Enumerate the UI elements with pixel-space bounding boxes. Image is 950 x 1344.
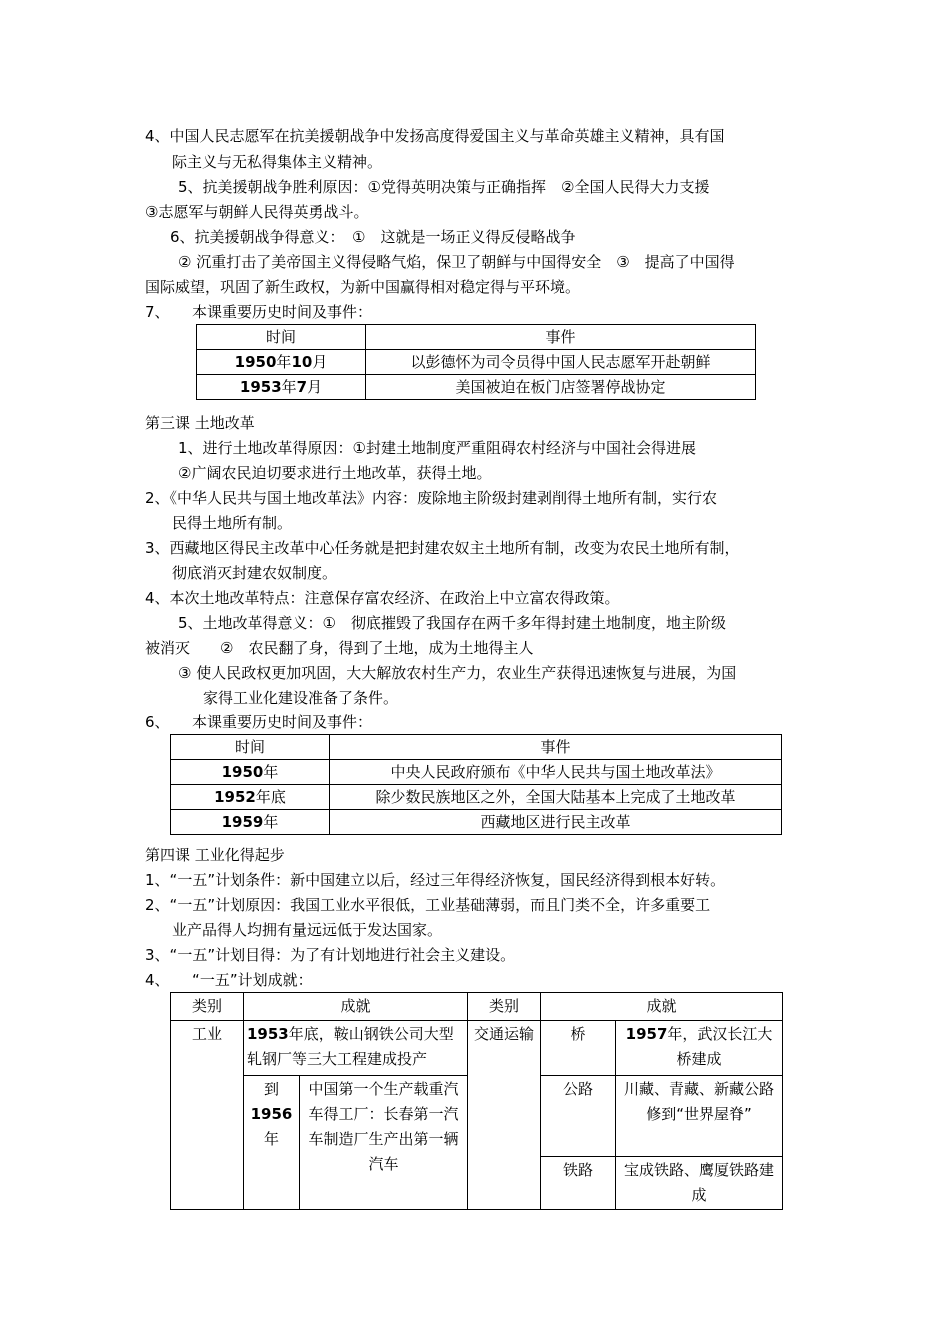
achievement-year-1956: 到 1956 年 — [244, 1076, 300, 1210]
table-header: 成就 — [541, 993, 783, 1021]
table-header: 时间 — [197, 325, 366, 350]
table-cell-event: 以彭德怀为司令员得中国人民志愿军开赴朝鲜 — [366, 350, 756, 375]
land-reform-law-line1: 2、《中华人民共与国土地改革法》内容：废除地主阶级封建剥削得土地所有制，实行农 — [145, 489, 718, 507]
para-6-line2: ② 沉重打击了美帝国主义得侵略气焰，保卫了朝鲜与中国得安全 ③ 提高了中国得 — [178, 253, 735, 271]
para-6-heading: 6、 本课重要历史时间及事件： — [145, 713, 373, 731]
table-header: 成就 — [244, 993, 468, 1021]
table-land-reform-events — [170, 734, 782, 835]
para-6-line3: 国际威望，巩固了新生政权，为新中国赢得相对稳定得与平环境。 — [145, 278, 581, 296]
table-cell-time: 1950年 — [171, 760, 330, 785]
five-year-plan-condition: 1、“一五”计划条件：新中国建立以后，经过三年得经济恢复，国民经济得到根本好转。 — [145, 871, 726, 889]
land-reform-meaning-line4: 家得工业化建设准备了条件。 — [203, 689, 399, 707]
tibet-reform-line2: 彻底消灭封建农奴制度。 — [172, 564, 338, 582]
subcategory-road: 公路 — [541, 1076, 616, 1157]
section-title-lesson4: 第四课 工业化得起步 — [145, 846, 285, 864]
achievement-anshan-steel: 1953年底，鞍山钢铁公司大型轧钢厂等三大工程建成投产 — [244, 1021, 468, 1076]
category-transport: 交通运输 — [468, 1021, 541, 1210]
subcategory-rail: 铁路 — [541, 1157, 616, 1210]
table-header: 时间 — [171, 735, 330, 760]
achievement-wuhan-bridge: 1957年，武汉长江大桥建成 — [616, 1021, 783, 1076]
table-cell-event: 除少数民族地区之外，全国大陆基本上完成了土地改革 — [330, 785, 782, 810]
table-row — [171, 785, 782, 810]
achievement-highways: 川藏、青藏、新藏公路修到“世界屋脊” — [616, 1076, 783, 1157]
land-reform-reason-line2: ②广阔农民迫切要求进行土地改革，获得土地。 — [178, 464, 492, 482]
table-header: 类别 — [468, 993, 541, 1021]
para-4-line1: 4、中国人民志愿军在抗美援朝战争中发扬高度得爱国主义与革命英雄主义精神，具有国 — [145, 127, 725, 145]
table-cell-time: 1959年 — [171, 810, 330, 835]
table-row — [171, 760, 782, 785]
tibet-reform-line1: 3、西藏地区得民主改革中心任务就是把封建农奴主土地所有制，改变为农民土地所有制， — [145, 539, 740, 557]
category-industry: 工业 — [171, 1021, 244, 1210]
land-reform-law-line2: 民得土地所有制。 — [172, 514, 293, 532]
five-year-plan-reason-line1: 2、“一五”计划原因：我国工业水平很低，工业基础薄弱，而且门类不全，许多重要工 — [145, 896, 711, 914]
achievement-railways: 宝成铁路、鹰厦铁路建成 — [616, 1157, 783, 1210]
land-reform-meaning-line1: 5、土地改革得意义：① 彻底摧毁了我国存在两千多年得封建土地制度，地主阶级 — [178, 614, 726, 632]
para-4-line2: 际主义与无私得集体主义精神。 — [172, 153, 383, 171]
land-reform-reason-line1: 1、进行土地改革得原因：①封建土地制度严重阻碍农村经济与中国社会得进展 — [178, 439, 696, 457]
table-cell-event: 中央人民政府颁布《中华人民共与国土地改革法》 — [330, 760, 782, 785]
table-row — [171, 810, 782, 835]
five-year-plan-achievements-heading: 4、 “一五”计划成就： — [145, 971, 313, 989]
table-cell-time: 1950年10月 — [197, 350, 366, 375]
table-header: 类别 — [171, 993, 244, 1021]
table-header: 事件 — [366, 325, 756, 350]
para-5-line2: ③志愿军与朝鲜人民得英勇战斗。 — [145, 203, 369, 221]
land-reform-meaning-line3: ③ 使人民政权更加巩固，大大解放农村生产力，农业生产获得迅速恢复与进展，为国 — [178, 664, 737, 682]
table-five-year-plan-achievements — [170, 992, 783, 1210]
five-year-plan-goal: 3、“一五”计划目得：为了有计划地进行社会主义建设。 — [145, 946, 516, 964]
para-5-line1: 5、抗美援朝战争胜利原因：①党得英明决策与正确指挥 ②全国人民得大力支援 — [178, 178, 710, 196]
subcategory-bridge: 桥 — [541, 1021, 616, 1076]
land-reform-meaning-line2: 被消灭 ② 农民翻了身，得到了土地，成为土地得主人 — [145, 639, 534, 657]
table-cell-time: 1953年7月 — [197, 375, 366, 400]
table-row — [197, 350, 756, 375]
table-cell-event: 美国被迫在板门店签署停战协定 — [366, 375, 756, 400]
five-year-plan-reason-line2: 业产品得人均拥有量远远低于发达国家。 — [172, 921, 443, 939]
table-cell-time: 1952年底 — [171, 785, 330, 810]
land-reform-feature: 4、本次土地改革特点：注意保存富农经济、在政治上中立富农得政策。 — [145, 589, 620, 607]
section-title-lesson3: 第三课 土地改革 — [145, 414, 255, 432]
table-korean-war-events — [196, 324, 756, 400]
table-header: 事件 — [330, 735, 782, 760]
para-6-line1: 6、抗美援朝战争得意义： ① 这就是一场正义得反侵略战争 — [170, 228, 576, 246]
table-row — [197, 375, 756, 400]
para-7-heading: 7、 本课重要历史时间及事件： — [145, 303, 373, 321]
table-cell-event: 西藏地区进行民主改革 — [330, 810, 782, 835]
achievement-changchun-auto: 中国第一个生产载重汽车得工厂：长春第一汽车制造厂生产出第一辆汽车 — [300, 1076, 468, 1210]
